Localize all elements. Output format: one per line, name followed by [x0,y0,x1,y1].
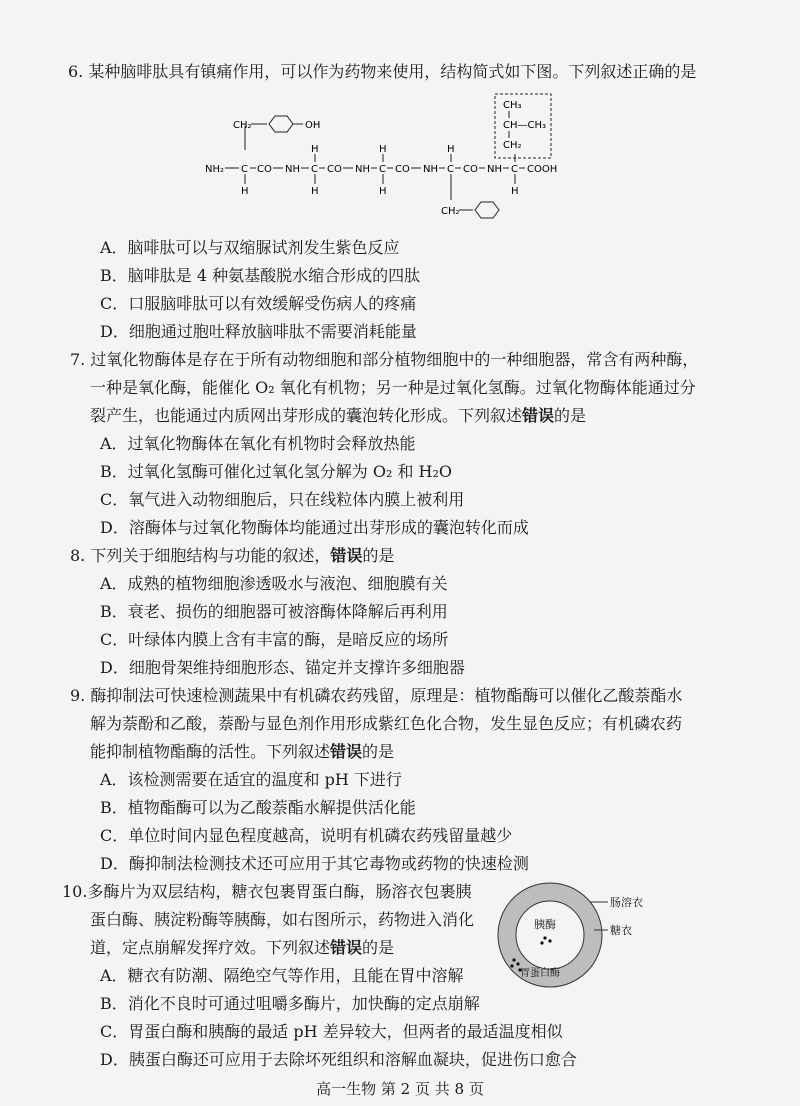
label-pepsin: 胃蛋白酶 [520,968,560,979]
q9-option-c: C．单位时间内显色程度越高，说明有机磷农药残留量越少 [100,826,513,845]
keyword-wrong: 错误 [330,938,363,957]
ch-ch3-label: CH—CH₃ [503,120,547,131]
q7-stem-line3: 裂产生，也能通过内质网出芽形成的囊泡转化形成。下列叙述错误的是 [90,406,587,425]
ch3-label: CH₃ [503,100,522,111]
q9-option-b: B．植物酯酶可以为乙酸萘酯水解提供活化能 [100,798,416,817]
q10-option-b: B．消化不良时可通过咀嚼多酶片，加快酶的定点崩解 [100,994,480,1013]
nh-label: NH [285,164,300,175]
keyword-wrong: 错误 [330,742,363,761]
c-label: C [311,164,318,175]
q7-option-a: A．过氧化物酶体在氧化有机物时会释放热能 [100,434,416,453]
q10-option-d: D．胰蛋白酶还可应用于去除坏死组织和溶解血凝块，促进伤口愈合 [100,1050,577,1069]
nh-label: NH [487,164,502,175]
label-sugar-coating: 糖衣 [610,924,632,937]
q9-option-d: D．酶抑制法检测技术还可应用于其它毒物或药物的快速检测 [100,854,529,873]
keyword-wrong: 错误 [330,546,363,565]
q10-tablet-diagram [490,880,740,990]
label-pancreatin: 胰酶 [534,918,556,931]
h-label: H [379,186,387,197]
nh2-label: NH₂ [205,164,225,175]
c-label: C [241,164,248,175]
q10-option-a: A．糖衣有防潮、隔绝空气等作用，且能在胃中溶解 [100,966,464,985]
q6-stem: 6. 某种脑啡肽具有镇痛作用，可以作为药物来使用，结构简式如下图。下列叙述正确的是 [68,62,697,81]
c-label: C [511,164,518,175]
co-label: CO [463,164,478,175]
q9-stem-line3: 能抑制植物酯酶的活性。下列叙述错误的是 [90,742,395,761]
c-label: C [447,164,454,175]
co-label: CO [327,164,342,175]
ch2-bottom-label: CH₂ [441,206,460,217]
h-label: H [511,186,519,197]
oh-label: OH [305,120,321,131]
ch2-side-label: CH₂ [503,140,522,151]
q6-structure-diagram [195,90,575,240]
q8-option-b: B．衰老、损伤的细胞器可被溶酶体降解后再利用 [100,602,448,621]
q8-option-d: D．细胞骨架维持细胞形态、锚定并支撑许多细胞器 [100,658,465,677]
ch2-label: CH₂ [233,120,252,131]
q7-option-d: D．溶酶体与过氧化物酶体均能通过出芽形成的囊泡转化而成 [100,518,529,537]
q6-option-a: A．脑啡肽可以与双缩脲试剂发生紫色反应 [100,238,400,257]
q6-option-b: B．脑啡肽是 4 种氨基酸脱水缩合形成的四肽 [100,266,421,285]
h-label: H [447,144,455,155]
q9-option-a: A．该检测需要在适宜的温度和 pH 下进行 [100,770,402,789]
q7-option-b: B．过氧化氢酶可催化过氧化氢分解为 O₂ 和 H₂O [100,462,453,481]
h-label: H [379,144,387,155]
nh-label: NH [423,164,438,175]
keyword-wrong: 错误 [522,406,555,425]
label-enteric-coating: 肠溶衣 [610,896,643,909]
nh-label: NH [355,164,370,175]
q7-option-c: C．氧气进入动物细胞后，只在线粒体内膜上被利用 [100,490,465,509]
c-label: C [379,164,386,175]
q8-option-a: A．成熟的植物细胞渗透吸水与液泡、细胞膜有关 [100,574,448,593]
q6-option-c: C．口服脑啡肽可以有效缓解受伤病人的疼痛 [100,294,417,313]
q9-stem-line1: 9. 酶抑制法可快速检测蔬果中有机磷农药残留，原理是：植物酯酶可以催化乙酸萘酯水 [70,686,683,705]
inner-core [516,901,584,969]
q10-stem-line2: 蛋白酶、胰淀粉酶等胰酶，如右图所示，药物进入消化 [90,910,475,929]
q7-stem-line2: 一种是氧化酶，能催化 O₂ 氧化有机物；另一种是过氧化氢酶。过氧化物酶体能通过分 [90,378,696,397]
h-label: H [241,186,249,197]
q10-stem-line1: 10.多酶片为双层结构，糖衣包裹胃蛋白酶，肠溶衣包裹胰 [62,882,472,901]
h-label: H [311,186,319,197]
q7-stem-line1: 7. 过氧化物酶体是存在于所有动物细胞和部分植物细胞中的一种细胞器，常含有两种酶， [70,350,699,369]
q8-stem: 8. 下列关于细胞结构与功能的叙述，错误的是 [70,546,395,565]
co-label: CO [395,164,410,175]
q8-option-c: C．叶绿体内膜上含有丰富的酶，是暗反应的场所 [100,630,449,649]
q9-stem-line2: 解为萘酚和乙酸，萘酚与显色剂作用形成紫红色化合物，发生显色反应；有机磷农药 [90,714,683,733]
page-footer: 高一生物 第 2 页 共 8 页 [316,1080,484,1098]
q6-option-d: D．细胞通过胞吐释放脑啡肽不需要消耗能量 [100,322,417,341]
co-label: CO [257,164,272,175]
h-label: H [311,144,319,155]
q10-stem-line3: 道，定点崩解发挥疗效。下列叙述错误的是 [90,938,395,957]
q10-option-c: C．胃蛋白酶和胰酶的最适 pH 差异较大，但两者的最适温度相似 [100,1022,563,1041]
cooh-label: COOH [527,164,558,175]
